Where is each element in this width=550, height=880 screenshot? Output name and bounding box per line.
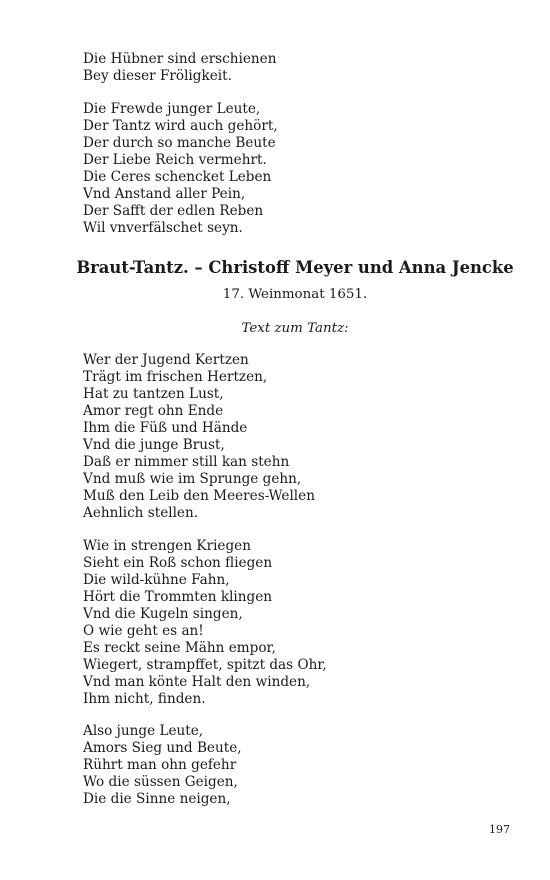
stanza-1	[83, 51, 276, 85]
verse-line: Es reckt seine Mähn empor,	[83, 640, 276, 656]
verse-line: Daß er nimmer still kan stehn	[83, 454, 290, 470]
verse-line: Vnd man könte Halt den winden,	[83, 674, 311, 690]
page-number: 197	[489, 823, 510, 836]
verse-line: Wil vnverfälschet seyn.	[83, 220, 243, 236]
verse-line: Muß den Leib den Meeres-Wellen	[83, 488, 315, 504]
verse-line: Der Safft der edlen Reben	[83, 203, 264, 219]
verse-line: Vnd die Kugeln singen,	[83, 606, 243, 622]
verse-line: Die Ceres schencket Leben	[83, 169, 272, 185]
verse-line: O wie geht es an!	[83, 623, 204, 639]
verse-line: Sieht ein Roß schon fliegen	[83, 555, 273, 571]
verse-line: Trägt im frischen Hertzen,	[83, 369, 268, 385]
verse-line: Vnd muß wie im Sprunge gehn,	[83, 471, 302, 487]
verse-line: Rührt man ohn gefehr	[83, 757, 237, 773]
verse-line: Hat zu tantzen Lust,	[83, 386, 224, 402]
verse-line: Aehnlich stellen.	[83, 505, 199, 521]
verse-line: Wer der Jugend Kertzen	[83, 352, 249, 368]
verse-line: Hört die Trommten klingen	[83, 589, 273, 605]
stanza-2	[83, 101, 278, 237]
section-title: Braut-Tantz. – Christoff Meyer und Anna Jencke	[76, 258, 514, 277]
section-date: 17. Weinmonat 1651.	[222, 287, 368, 302]
verse-line: Die wild-kühne Fahn,	[83, 572, 230, 588]
verse-line: Vnd die junge Brust,	[83, 437, 225, 453]
stanza-4	[83, 538, 327, 708]
verse-line: Wiegert, strampffet, spitzt das Ohr,	[83, 657, 327, 673]
verse-line: Vnd Anstand aller Pein,	[83, 186, 246, 202]
stanza-3	[83, 352, 315, 522]
verse-line: Die Hübner sind erschienen	[83, 51, 277, 67]
verse-line: Ihm nicht, finden.	[83, 691, 206, 707]
verse-line: Der durch so manche Beute	[83, 135, 276, 151]
verse-line: Die Frewde junger Leute,	[83, 101, 261, 117]
stanza-5	[83, 723, 242, 808]
verse-line: Wo die süssen Geigen,	[83, 774, 238, 790]
verse-line: Bey dieser Fröligkeit.	[83, 68, 232, 84]
verse-line: Also junge Leute,	[83, 723, 204, 739]
verse-line: Der Tantz wird auch gehört,	[83, 118, 278, 134]
verse-line: Amor regt ohn Ende	[83, 403, 224, 419]
verse-line: Die die Sinne neigen,	[83, 791, 231, 807]
section-subtitle: Text zum Tantz:	[241, 321, 349, 336]
verse-line: Amors Sieg und Beute,	[83, 740, 242, 756]
verse-line: Ihm die Füß und Hände	[83, 420, 248, 436]
verse-line: Der Liebe Reich vermehrt.	[83, 152, 267, 168]
verse-line: Wie in strengen Kriegen	[83, 538, 251, 554]
